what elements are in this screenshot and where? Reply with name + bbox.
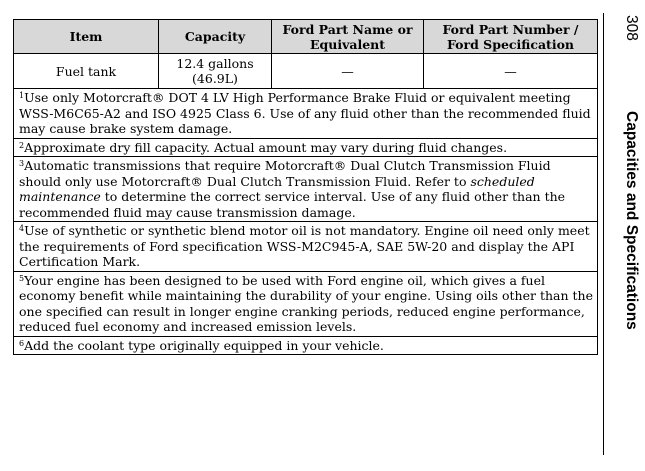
header-part-name: Ford Part Name or Equivalent: [272, 20, 424, 54]
footnote-row: [14, 138, 598, 157]
footnote-text: Automatic transmissions that require Motorcraft® Dual Clutch Transmission Fluid should only use Motorcraft® Dual Clutch Transmission Fluid. Refer to: [19, 158, 551, 189]
footnote-number: 1: [19, 91, 25, 100]
side-divider: [603, 13, 604, 455]
cell-part-number: —: [424, 54, 598, 89]
table-header-row: [14, 20, 598, 54]
footnote-1: [14, 89, 598, 139]
cell-capacity: [159, 54, 272, 89]
footnote-2: [14, 138, 598, 157]
header-capacity: Capacity: [159, 20, 272, 54]
footnote-row: [14, 157, 598, 222]
capacity-line-1: 12.4 gallons: [176, 56, 254, 71]
header-part-number: Ford Part Number / Ford Specification: [424, 20, 598, 54]
page-number: 308: [623, 15, 640, 41]
footnote-4: [14, 222, 598, 272]
footnote-text: Approximate dry fill capacity. Actual amount may vary during fluid changes.: [24, 139, 508, 155]
header-item: Item: [14, 20, 159, 54]
footnote-row: [14, 222, 598, 272]
footnote-number: 5: [19, 273, 25, 283]
cell-item: Fuel tank: [14, 54, 159, 89]
footnote-number: 2: [19, 140, 25, 150]
footnote-row: [14, 89, 598, 139]
cell-part-name: —: [272, 54, 424, 89]
footnote-text: Use only Motorcraft® DOT 4 LV High Performance Brake Fluid or equivalent meeting WSS-M6C65-A2 and ISO 4925 Class 6. Use of any fluid other than the recommended fluid may cause brake system damage.: [19, 90, 591, 136]
footnote-number: 4: [19, 224, 25, 233]
footnote-emphasis-link: scheduled maintenance: [19, 173, 535, 204]
capacity-line-2: (46.9L): [192, 71, 238, 86]
footnote-text: Your engine has been designed to be used with Ford engine oil, which gives a fuel economy benefit while maintaining the durability of your engine. Using oils other than the one specified can result in longer engine cranking periods, reduced engine performance, reduced fuel economy and increased emission levels.: [19, 272, 593, 334]
footnote-number: 3: [19, 159, 25, 168]
table-row: [14, 54, 598, 89]
footnote-3: [14, 157, 598, 222]
footnote-number: 6: [19, 338, 25, 348]
footnote-row: [14, 271, 598, 336]
footnote-text: Use of synthetic or synthetic blend motor oil is not mandatory. Engine oil need only meet the requirements of Ford specification WSS-M2C945-A, SAE 5W-20 and display the API Certification Mark.: [19, 223, 590, 269]
footnote-text: Add the coolant type originally equipped in your vehicle.: [24, 337, 384, 353]
footnote-row: [14, 336, 598, 355]
footnote-5: [14, 271, 598, 336]
footnote-text: to determine the correct service interval. Use of any fluid other than the recommended fluid may cause transmission damage.: [19, 189, 566, 220]
footnote-6: [14, 336, 598, 355]
section-title: Capacities and Specifications: [623, 111, 640, 330]
capacities-table: [13, 19, 598, 355]
